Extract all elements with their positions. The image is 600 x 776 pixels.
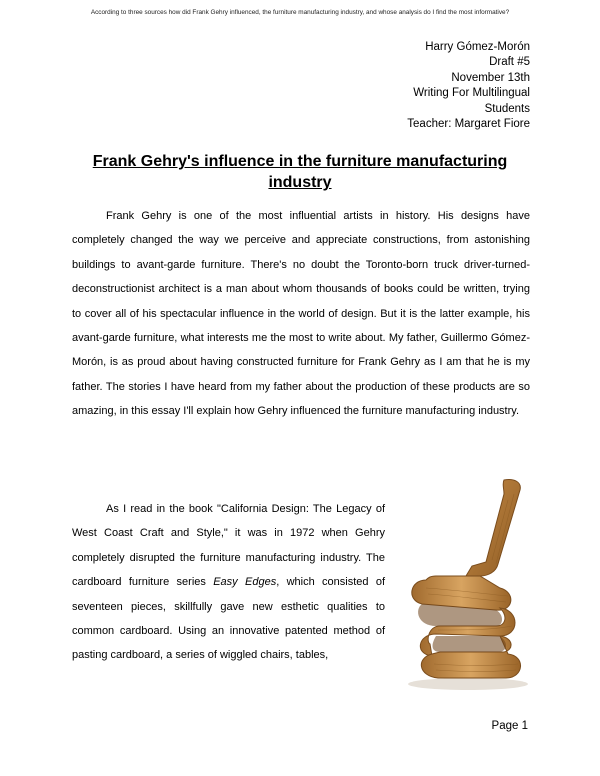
date: November 13th <box>451 71 530 84</box>
author-block <box>407 40 530 132</box>
body-paragraph-2 <box>72 497 385 668</box>
wiggle-chair-figure <box>396 476 538 692</box>
running-header: According to three sources how did Frank Gehry influenced, the furniture manufacturing industry, and whose analysis do I find the most informative? <box>90 9 510 16</box>
page-number: Page 1 <box>491 720 528 732</box>
wiggle-side-chair-icon <box>396 476 538 692</box>
draft-number: Draft #5 <box>489 56 530 69</box>
author-name: Harry Gómez-Morón <box>425 41 530 53</box>
easy-edges-italic: Easy Edges <box>213 576 277 589</box>
page-title: Frank Gehry's influence in the furniture manufacturing industry <box>92 153 508 191</box>
paragraph-2-text-b: , which consisted of seventeen pieces, skillfully gave new esthetic qualities to common cardboard. Using an innovative patented method of pasting cardboard, a series of wiggled chairs, tables, <box>72 576 386 662</box>
course-line-2: Students <box>484 102 530 115</box>
body-paragraph-1: Frank Gehry is one of the most influential artists in history. His designs have completely changed the way we perceive and appreciate constructions, from astonishing buildings to avant-garde furniture. There's no doubt the Toronto-born truck driver-turned-deconstructionist architect is a man about whom thousands of books could be written, trying to cover all of his spectacular influence in the world of design. But it is the latter example, his avant-garde furniture, what interests me the most to write about. My father, Guillermo Gómez-Morón, is as proud about having constructed furniture for Frank Gehry as I am that he is my father. The stories I have heard from my father about the production of these products are so amazing, in this essay I'll explain how Gehry influenced the furniture manufacturing industry. <box>72 210 530 418</box>
paragraph-2-text-a: As I read in the book "California Design: The Legacy of West Coast Craft and Style," it was in 1972 when Gehry completely disrupted the furniture manufacturing industry. The cardboard furniture series <box>72 503 385 589</box>
course-line-1: Writing For Multilingual <box>413 87 530 100</box>
chair-backrest <box>466 479 520 576</box>
teacher: Teacher: Margaret Fiore <box>407 118 530 131</box>
chair-wave-inner-2 <box>433 636 506 652</box>
chair-shadow <box>408 678 528 690</box>
